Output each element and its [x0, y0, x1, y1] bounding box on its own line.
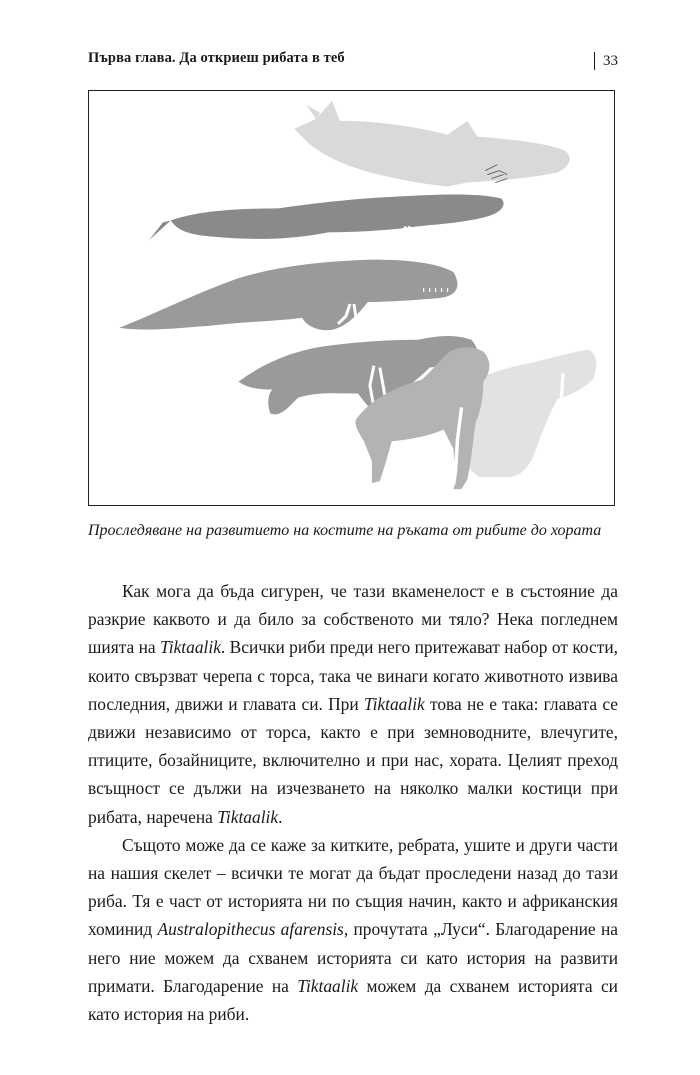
- fish-body: [294, 101, 569, 187]
- tiktaalik-silhouette: [149, 195, 504, 253]
- p1-text-1: Как мога да бъда сигурен, че тази вкаменелост е в състояние да разкрие каквото и да било за собственото ми тяло? Нека погледнем шията на: [88, 581, 618, 658]
- p1-species-1: Tiktaalik: [160, 637, 221, 658]
- figure-caption: Проследяване на развитието на костите на ръката от рибите до хората: [88, 522, 602, 539]
- tiktaalik-limb-bones: [396, 226, 410, 252]
- tiktaalik-tail: [149, 220, 171, 240]
- p2-text-3: можем да схванем историята си като история на риби.: [88, 975, 618, 1025]
- evolution-illustration: [88, 90, 615, 506]
- fish-silhouette: [294, 101, 569, 187]
- p1-species-3: Tiktaalik: [217, 806, 279, 827]
- p2-text-1: Същото може да се каже за китките, ребрата, ушите и други части на нашия скелет – всички те могат да бъдат проследени назад до тази риба. Тя е част от историята ни по същия начин, както и африканския хоминид: [88, 834, 618, 940]
- tiktaalik-body: [171, 195, 504, 239]
- acanthostega-silhouette: [119, 260, 457, 331]
- p1-text-4: .: [278, 806, 283, 827]
- paragraph-2: [88, 831, 618, 1028]
- p2-text-2: , прочутата „Луси“. Благодарение на него ние можем да схванем историята си като история на развити примати. Благодарение на: [88, 919, 618, 996]
- paragraph-1: [88, 577, 618, 831]
- p1-text-3: това не е така: главата се движи независимо от торса, както е при земноводните, влечугите, птиците, бозайниците, включително и при нас, хората. Целият преход всъщност се дължи на изчезването на няколко малки костици при рибата, наречена: [88, 693, 618, 827]
- p1-text-2: . Всички риби преди него притежават набор от кости, които свързват черепа с торса, така че винаги когато животното извива последния, движи и главата си. При: [88, 637, 618, 714]
- p2-species-2: Tiktaalik: [297, 975, 359, 996]
- page-number: 33: [594, 52, 618, 70]
- p2-species-1: Australopithecus afarensis: [157, 919, 344, 940]
- body-text: [88, 577, 618, 1028]
- p1-species-2: Tiktaalik: [363, 693, 425, 714]
- evolution-figure-svg: [89, 91, 614, 505]
- running-head: [88, 48, 618, 76]
- acanthostega-body: [119, 260, 457, 331]
- chapter-title: Първа глава. Да откриеш рибата в теб: [88, 50, 345, 66]
